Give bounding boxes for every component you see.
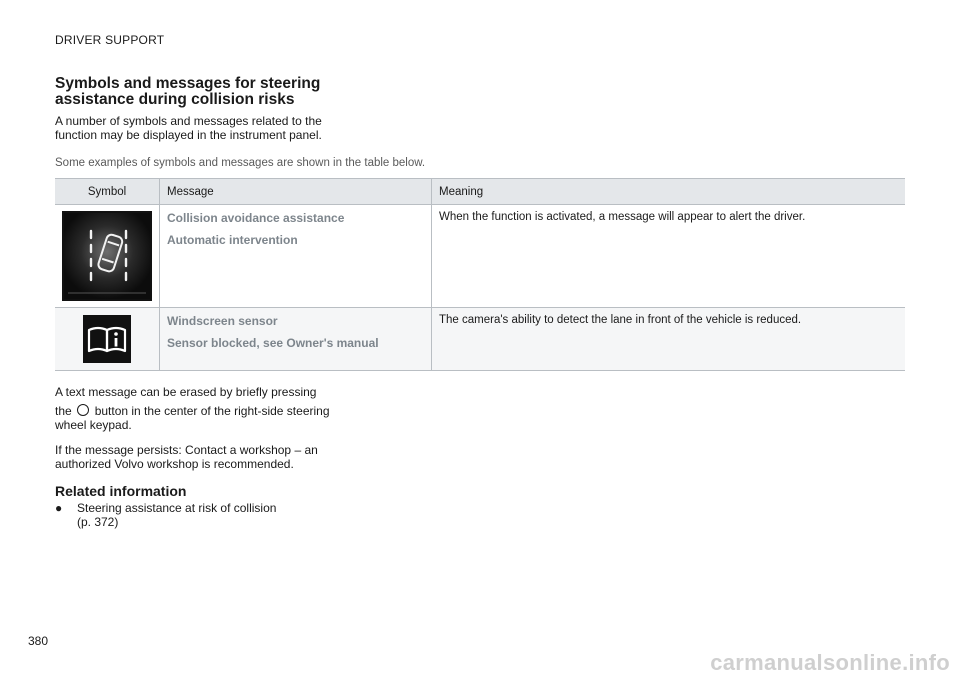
bullet-icon: ● [55, 501, 63, 515]
erase-after-icon: button in the center of the right-side steering wheel keypad. [55, 404, 330, 432]
related-link[interactable]: Steering assistance at risk of collision (p. 372) [77, 501, 277, 529]
section-header: DRIVER SUPPORT [55, 33, 165, 47]
message-cell [160, 308, 432, 371]
table-row [55, 205, 905, 308]
header-message: Message [160, 179, 432, 205]
lane-collision-avoidance-icon [62, 211, 152, 301]
table-caption: Some examples of symbols and messages are shown in the table below. [55, 157, 426, 169]
meaning-cell [432, 205, 906, 308]
message-line: Automatic intervention [167, 233, 298, 247]
table-header-row [55, 179, 905, 205]
symbol-cell [55, 308, 160, 371]
erase-before-icon: the [55, 404, 72, 418]
page-number: 380 [28, 634, 49, 648]
owners-manual-icon [83, 315, 131, 363]
meaning-cell [432, 308, 906, 371]
page-title: Symbols and messages for steering assistance during collision risks [55, 75, 321, 108]
header-meaning: Meaning [432, 179, 906, 205]
symbol-cell [55, 205, 160, 308]
related-list [55, 501, 287, 529]
message-line: Sensor blocked, see Owner's manual [167, 336, 379, 350]
table-row [55, 308, 905, 371]
intro-paragraph: A number of symbols and messages related to the function may be displayed in the instrument panel. [55, 114, 322, 142]
watermark: carmanualsonline.info [710, 650, 950, 675]
symbols-table [55, 178, 905, 371]
list-item[interactable] [55, 501, 287, 529]
erase-paragraph [55, 385, 335, 432]
header-symbol: Symbol [55, 179, 160, 205]
message-line: Collision avoidance assistance [167, 211, 345, 225]
related-heading: Related information [55, 483, 187, 499]
meaning-text: The camera's ability to detect the lane in front of the vehicle is reduced. [439, 314, 802, 326]
message-line: Windscreen sensor [167, 314, 278, 328]
erase-line-2 [55, 404, 335, 432]
message-cell [160, 205, 432, 308]
erase-line-1: A text message can be erased by briefly pressing [55, 385, 317, 399]
persist-paragraph: If the message persists: Contact a workshop – an authorized Volvo workshop is recommended. [55, 443, 318, 471]
meaning-text: When the function is activated, a message will appear to alert the driver. [439, 211, 806, 223]
o-button-icon [77, 404, 89, 416]
